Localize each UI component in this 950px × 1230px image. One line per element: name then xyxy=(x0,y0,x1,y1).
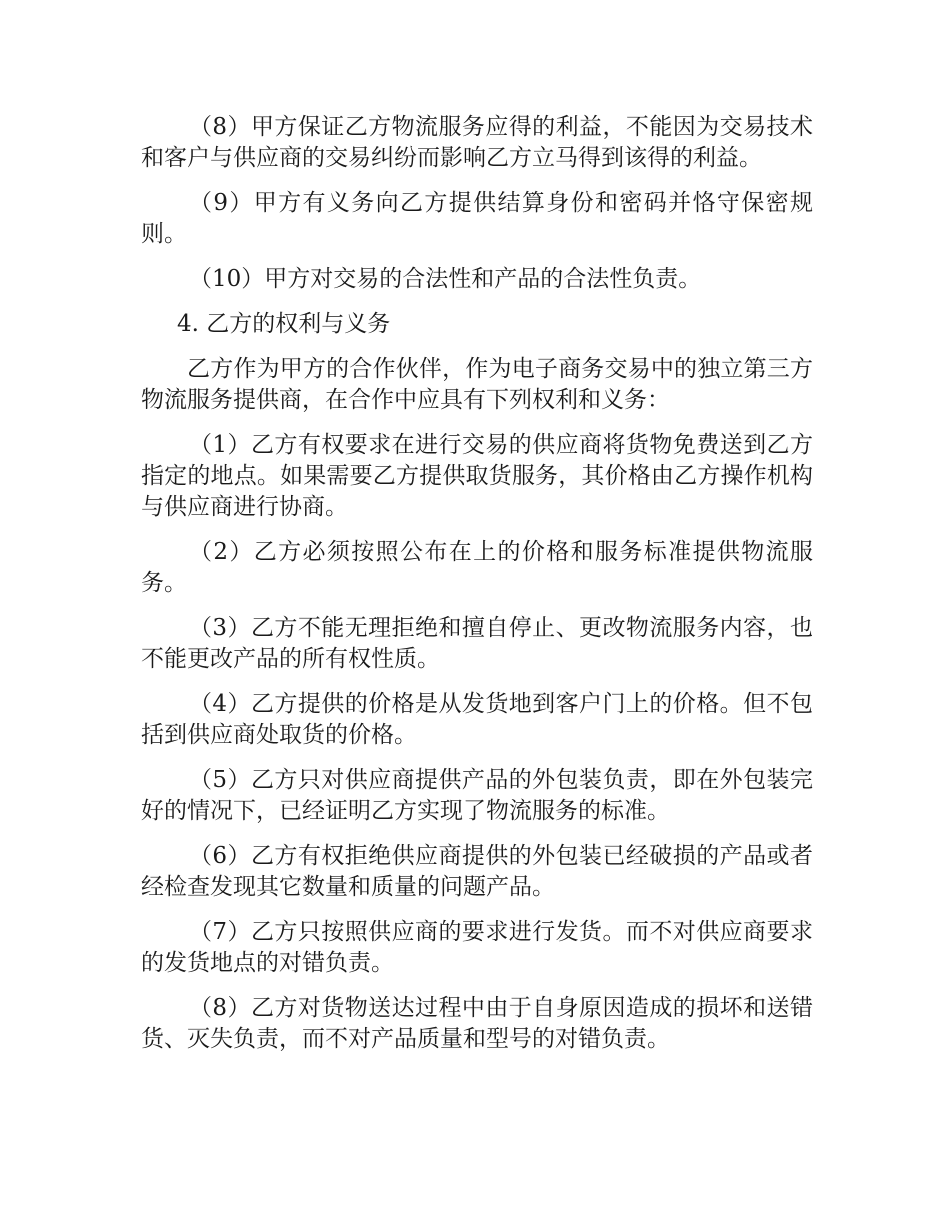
clause-b3: （3）乙方不能无理拒绝和擅自停止、更改物流服务内容，也不能更改产品的所有权性质。 xyxy=(141,615,813,672)
clause-a8: （8）甲方保证乙方物流服务应得的利益，不能因为交易技术和客户与供应商的交易纠纷而影响乙方立马得到该得的利益。 xyxy=(141,114,813,171)
section-heading: 4. 乙方的权利与义务 xyxy=(177,311,391,337)
clause-b7: （7）乙方只按照供应商的要求进行发货。而不对供应商要求的发货地点的对错负责。 xyxy=(141,919,813,976)
clause-b8: （8）乙方对货物送达过程中由于自身原因造成的损坏和送错货、灭失负责，而不对产品质量和型号的对错负责。 xyxy=(141,995,813,1052)
clause-b5: （5）乙方只对供应商提供产品的外包装负责，即在外包装完好的情况下，已经证明乙方实现了物流服务的标准。 xyxy=(141,767,813,824)
clause-b1: （1）乙方有权要求在进行交易的供应商将货物免费送到乙方指定的地点。如果需要乙方提供取货服务，其价格由乙方操作机构与供应商进行协商。 xyxy=(141,432,813,520)
clause-b2: （2）乙方必须按照公布在上的价格和服务标准提供物流服务。 xyxy=(141,539,813,596)
clause-a9: （9）甲方有义务向乙方提供结算身份和密码并恪守保密规则。 xyxy=(141,190,813,247)
document-page xyxy=(141,112,813,1069)
section-intro: 乙方作为甲方的合作伙伴，作为电子商务交易中的独立第三方物流服务提供商，在合作中应具有下列权利和义务： xyxy=(141,356,813,413)
clause-b6: （6）乙方有权拒绝供应商提供的外包装已经破损的产品或者经检查发现其它数量和质量的问题产品。 xyxy=(141,843,813,900)
clause-b4: （4）乙方提供的价格是从发货地到客户门上的价格。但不包括到供应商处取货的价格。 xyxy=(141,691,813,748)
clause-a10: （10）甲方对交易的合法性和产品的合法性负责。 xyxy=(189,266,702,292)
